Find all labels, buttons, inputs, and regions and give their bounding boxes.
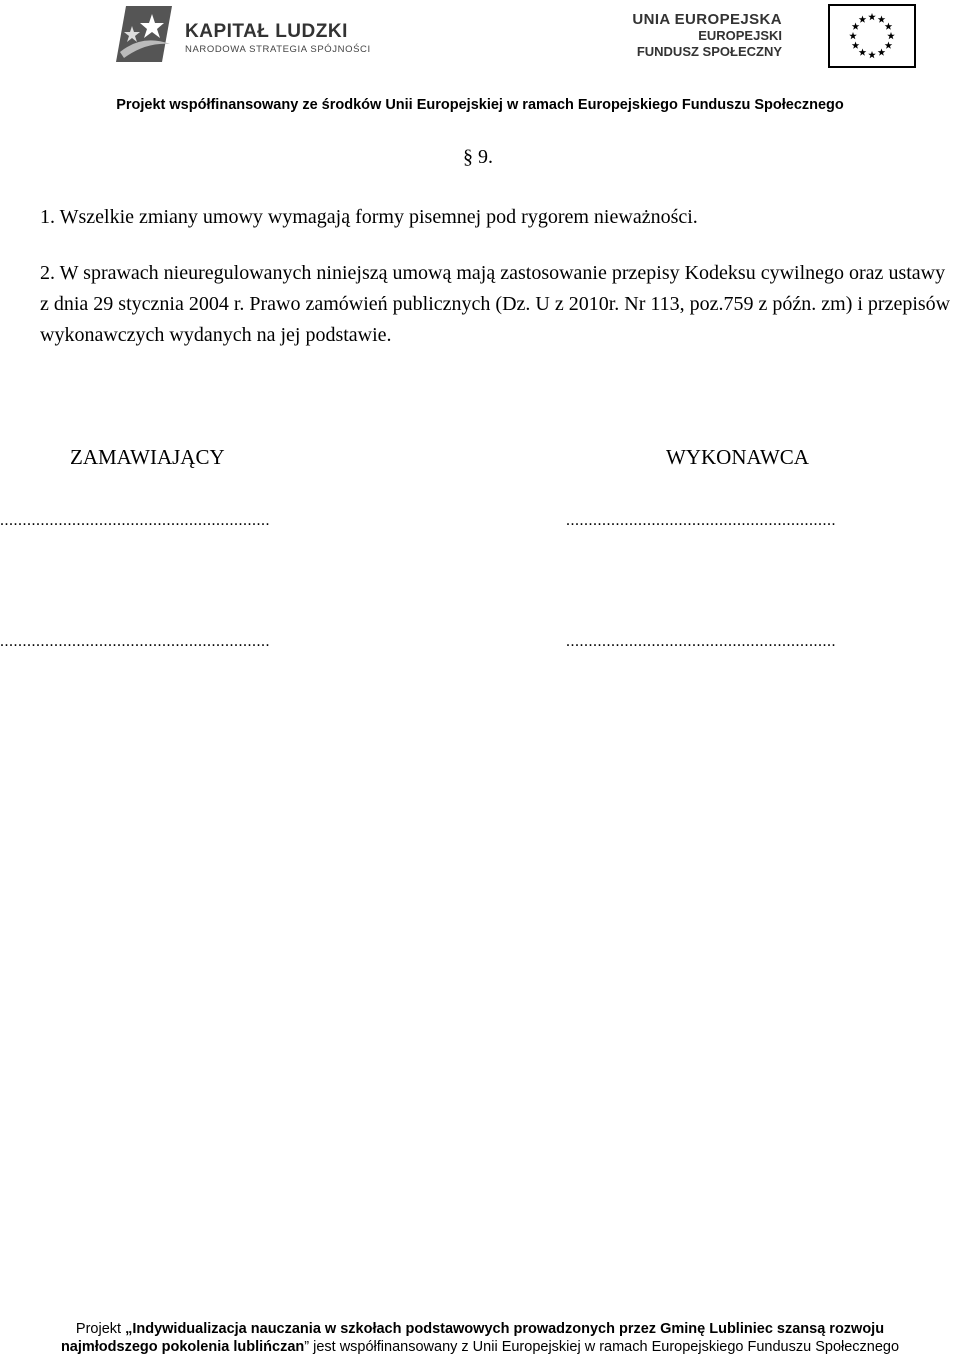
footer-line-2 xyxy=(0,1339,960,1355)
eu-star-icon xyxy=(868,13,876,20)
eu-star-icon xyxy=(849,32,857,39)
party-label-contractor: WYKONAWCA xyxy=(666,445,809,469)
paragraph-2: 2. W sprawach nieuregulowanych niniejszą umową mają zastosowanie przepisy Kodeksu cywilnego oraz ustawy z dnia 29 stycznia 2004 r. Prawo zamówień publicznych (Dz. U z 2010r. Nr 113, poz.759 z późn. zm) i przepisów wykonawczych wydanych na jej podstawie. xyxy=(40,262,951,346)
eu-star-icon xyxy=(852,42,860,49)
eu-star-icon xyxy=(868,51,876,58)
eu-star-icon xyxy=(885,23,893,30)
eu-star-icon xyxy=(885,42,893,49)
eu-star-icon xyxy=(887,32,895,39)
eu-star-icon xyxy=(859,16,867,23)
footer-line-1 xyxy=(0,1321,960,1337)
eu-star-icon xyxy=(852,23,860,30)
footer-prefix: Projekt xyxy=(75,1321,126,1337)
eu-logo-line-3: FUNDUSZ SPOŁECZNY xyxy=(636,44,782,59)
eu-logo xyxy=(618,4,918,70)
footer-cofinance: ” jest współfinansowany z Unii Europejskiej w ramach Europejskiego Funduszu Społecznego xyxy=(304,1339,900,1355)
eu-star-icon xyxy=(878,48,886,55)
kapital-ludzki-subtitle: NARODOWA STRATEGIA SPÓJNOŚCI xyxy=(185,44,371,55)
party-label-contracting: ZAMAWIAJĄCY xyxy=(70,445,225,469)
section-number: § 9. xyxy=(463,146,493,168)
eu-logo-text xyxy=(632,12,782,60)
eu-star-icon xyxy=(859,48,867,55)
signature-line-left-1: ............................................................ xyxy=(0,512,270,529)
eu-logo-line-1: UNIA EUROPEJSKA xyxy=(632,11,782,28)
signature-line-left-2: ............................................................ xyxy=(0,633,270,650)
eu-logo-line-2: EUROPEJSKI xyxy=(698,28,782,43)
footer-project-title-cont: najmłodszego pokolenia lublińczan xyxy=(60,1339,305,1355)
eu-flag-icon xyxy=(828,4,916,68)
kapital-ludzki-logo xyxy=(112,4,372,66)
cofinance-note: Projekt współfinansowany ze środków Unii Europejskiej w ramach Europejskiego Funduszu Społecznego xyxy=(116,97,844,113)
kapital-ludzki-title: KAPITAŁ LUDZKI xyxy=(185,21,348,42)
eu-star-icon xyxy=(878,16,886,23)
signature-line-right-1: ............................................................ xyxy=(566,512,836,529)
signature-line-right-2: ............................................................ xyxy=(566,633,836,650)
kapital-ludzki-emblem-icon xyxy=(112,4,178,66)
paragraph-1: 1. Wszelkie zmiany umowy wymagają formy pisemnej pod rygorem nieważności. xyxy=(40,206,698,228)
footer-project-title: „Indywidualizacja nauczania w szkołach podstawowych prowadzonych przez Gminę Lubliniec szansą rozwoju xyxy=(125,1321,885,1337)
